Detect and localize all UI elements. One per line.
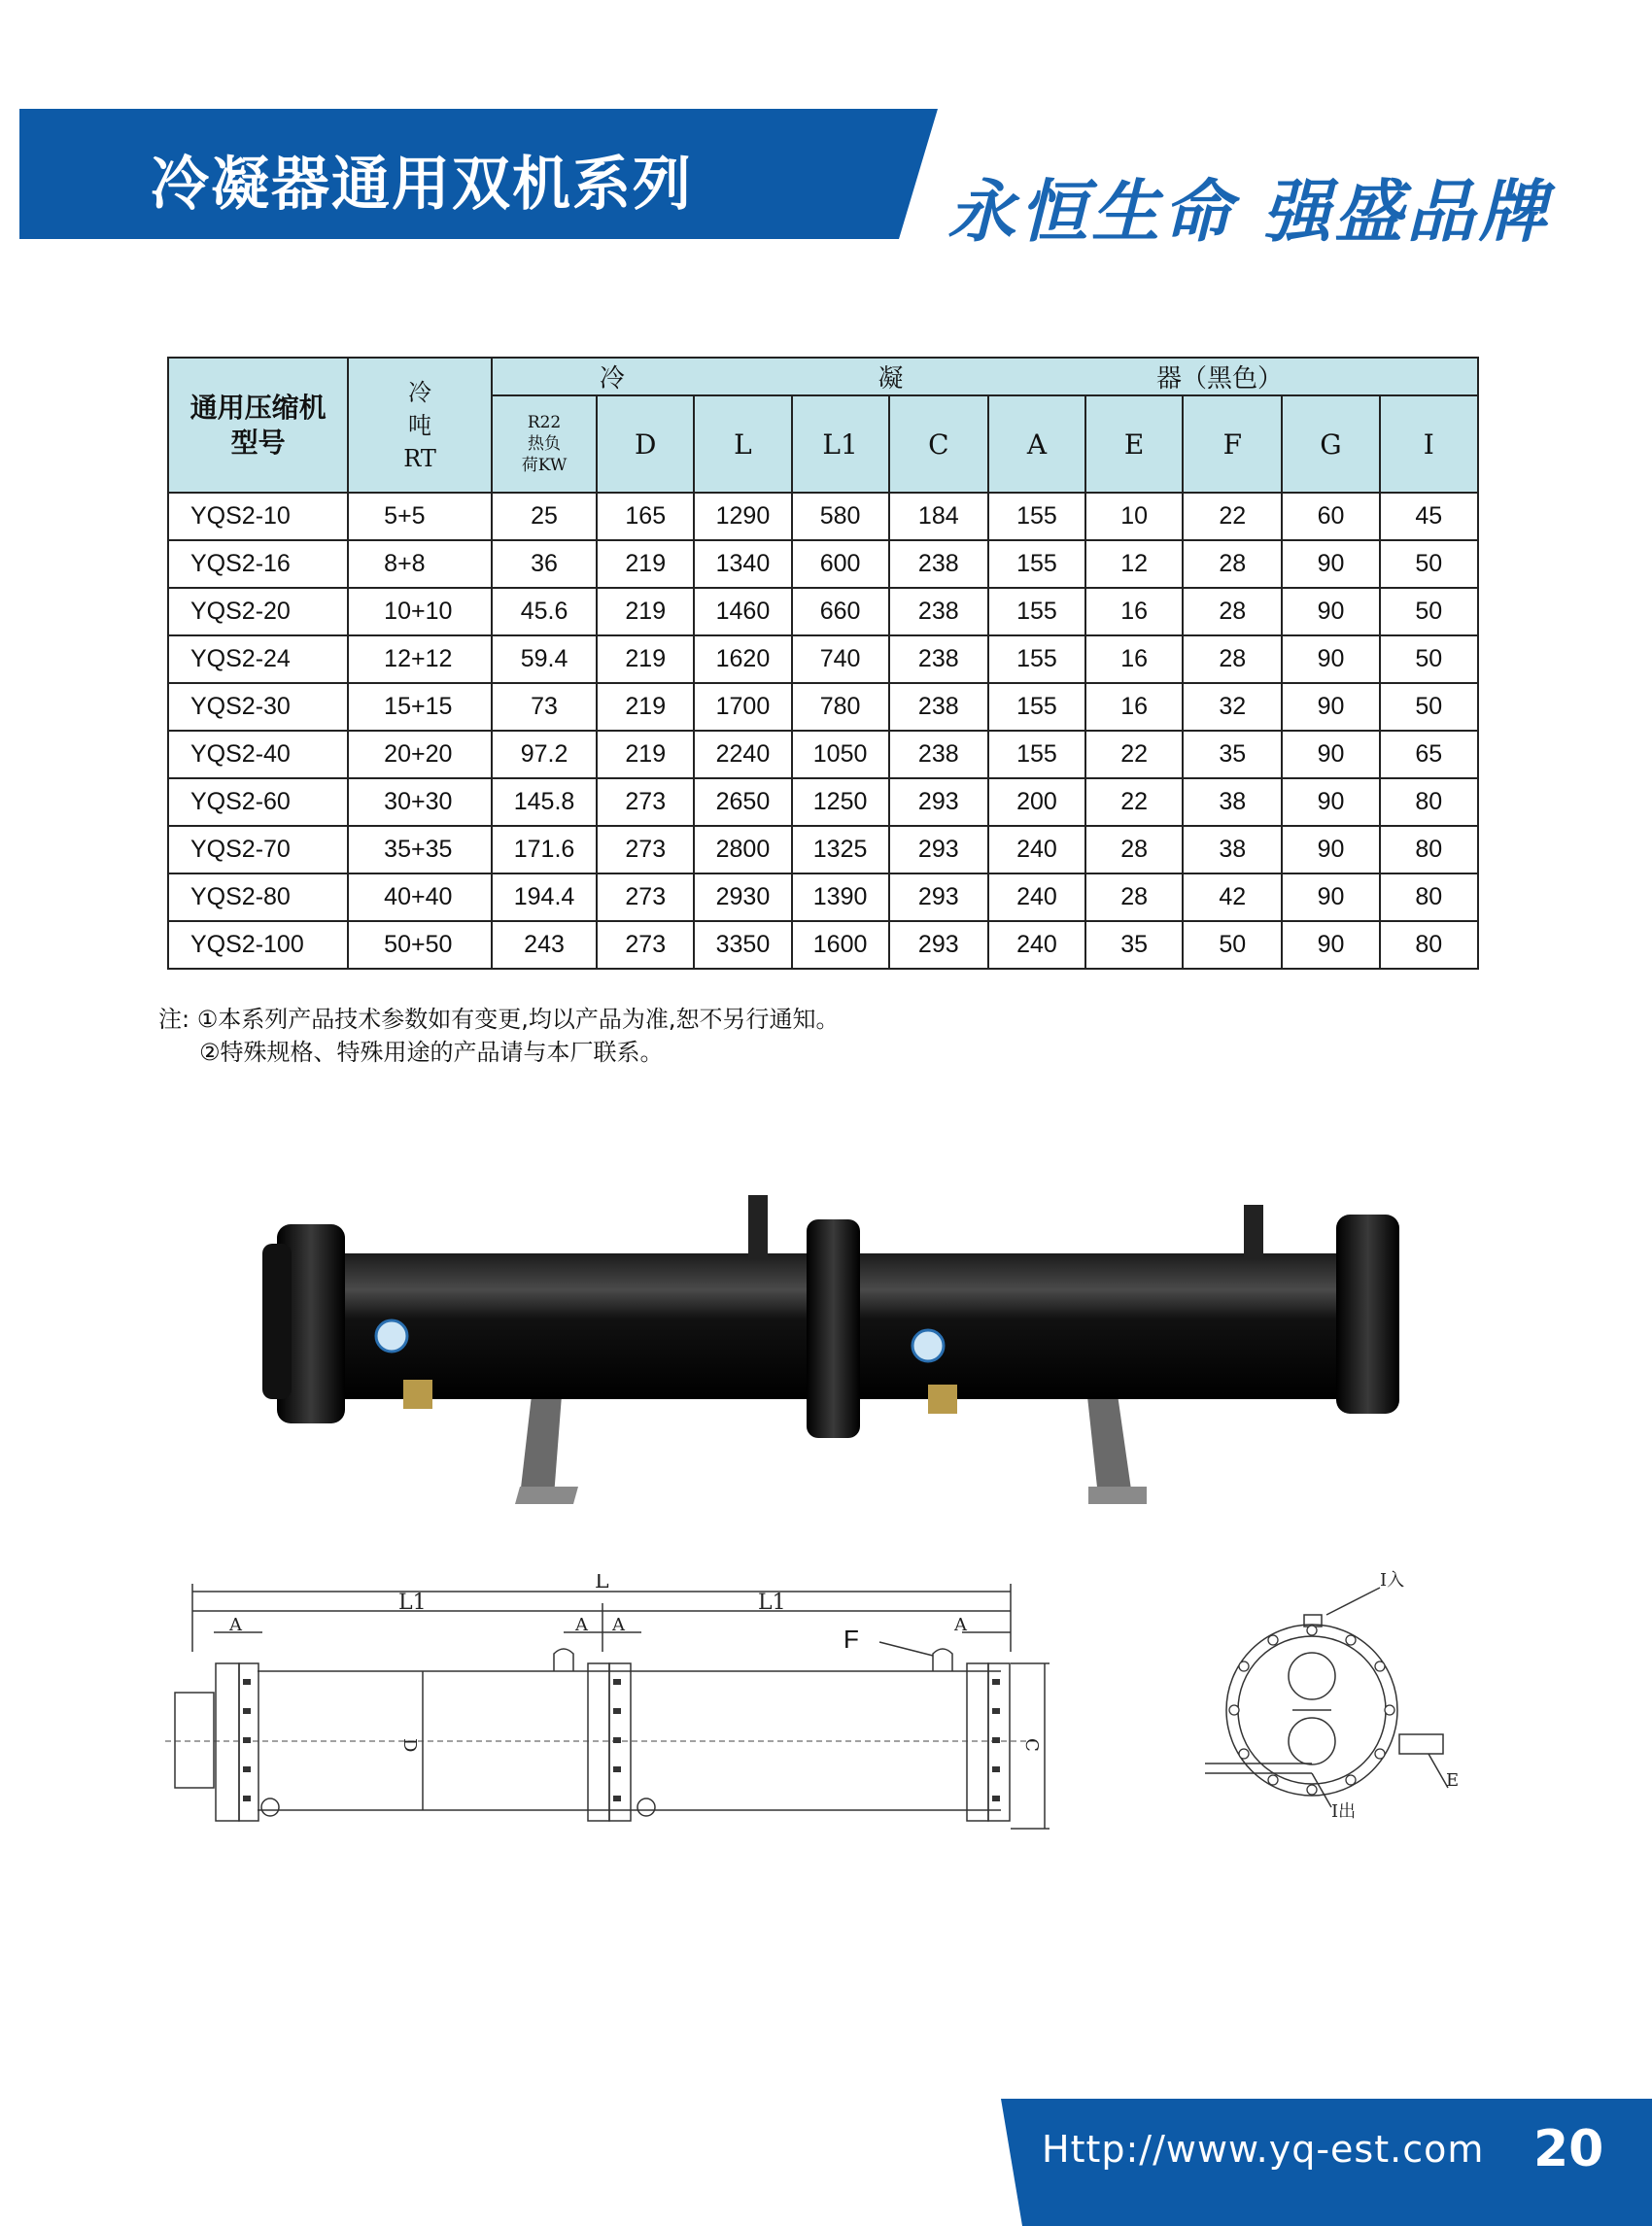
value-cell: 145.8: [492, 778, 597, 826]
rt-cell: 35+35: [348, 826, 492, 873]
value-cell: 90: [1282, 921, 1379, 969]
table-row: [168, 921, 1478, 969]
value-cell: 25: [492, 493, 597, 540]
r22-load-header: R22 热负 荷KW: [492, 395, 597, 493]
value-cell: 16: [1085, 588, 1183, 635]
value-cell: 219: [597, 540, 694, 588]
website-url: Http://www.yq-est.com: [1042, 2128, 1485, 2171]
label-a-right: A: [954, 1615, 967, 1635]
value-cell: 45: [1380, 493, 1478, 540]
value-cell: 59.4: [492, 635, 597, 683]
label-i-in: I入: [1380, 1570, 1405, 1591]
value-cell: 1050: [792, 731, 889, 778]
value-cell: 1340: [694, 540, 791, 588]
value-cell: 155: [988, 731, 1085, 778]
value-cell: 273: [597, 873, 694, 921]
dim-header-g: G: [1282, 395, 1379, 493]
value-cell: 80: [1380, 921, 1478, 969]
table-row: [168, 635, 1478, 683]
value-cell: 90: [1282, 778, 1379, 826]
rt-cell: 5+5: [348, 493, 492, 540]
value-cell: 80: [1380, 778, 1478, 826]
dim-header-a: A: [988, 395, 1085, 493]
model-cell: YQS2-70: [168, 826, 348, 873]
end-view-drawing: [1186, 1564, 1477, 1840]
value-cell: 580: [792, 493, 889, 540]
model-cell: YQS2-60: [168, 778, 348, 826]
value-cell: 28: [1085, 826, 1183, 873]
value-cell: 90: [1282, 540, 1379, 588]
value-cell: 50: [1380, 540, 1478, 588]
value-cell: 293: [889, 873, 988, 921]
value-cell: 219: [597, 731, 694, 778]
value-cell: 3350: [694, 921, 791, 969]
note-1: 注: ①本系列产品技术参数如有变更,均以产品为准,恕不另行通知。: [158, 1006, 840, 1033]
table-row: [168, 731, 1478, 778]
value-cell: 780: [792, 683, 889, 731]
value-cell: 194.4: [492, 873, 597, 921]
value-cell: 22: [1183, 493, 1282, 540]
table-row: [168, 493, 1478, 540]
value-cell: 155: [988, 540, 1085, 588]
value-cell: 238: [889, 588, 988, 635]
table-row: [168, 826, 1478, 873]
value-cell: 28: [1085, 873, 1183, 921]
value-cell: 238: [889, 731, 988, 778]
value-cell: 73: [492, 683, 597, 731]
value-cell: 219: [597, 588, 694, 635]
value-cell: 50: [1183, 921, 1282, 969]
dim-header-i: I: [1380, 395, 1478, 493]
label-l: L: [595, 1574, 609, 1593]
table-row: [168, 778, 1478, 826]
value-cell: 293: [889, 921, 988, 969]
value-cell: 10: [1085, 493, 1183, 540]
model-cell: YQS2-100: [168, 921, 348, 969]
value-cell: 90: [1282, 873, 1379, 921]
value-cell: 16: [1085, 683, 1183, 731]
value-cell: 740: [792, 635, 889, 683]
model-cell: YQS2-40: [168, 731, 348, 778]
value-cell: 90: [1282, 731, 1379, 778]
value-cell: 1700: [694, 683, 791, 731]
value-cell: 28: [1183, 540, 1282, 588]
rt-column-header: 冷 吨 RT: [348, 358, 492, 493]
value-cell: 35: [1085, 921, 1183, 969]
note-2: ②特殊规格、特殊用途的产品请与本厂联系。: [199, 1039, 664, 1066]
spec-table: [167, 357, 1479, 970]
value-cell: 42: [1183, 873, 1282, 921]
dim-header-l: L: [694, 395, 791, 493]
label-e: E: [1446, 1770, 1460, 1791]
value-cell: 65: [1380, 731, 1478, 778]
value-cell: 240: [988, 921, 1085, 969]
label-d: D: [399, 1738, 420, 1753]
value-cell: 2800: [694, 826, 791, 873]
value-cell: 273: [597, 826, 694, 873]
value-cell: 50: [1380, 635, 1478, 683]
model-cell: YQS2-24: [168, 635, 348, 683]
condenser-section-header: 冷 凝 器（黑色）: [492, 358, 1478, 395]
model-cell: YQS2-16: [168, 540, 348, 588]
value-cell: 219: [597, 635, 694, 683]
value-cell: 38: [1183, 826, 1282, 873]
value-cell: 273: [597, 778, 694, 826]
value-cell: 171.6: [492, 826, 597, 873]
value-cell: 165: [597, 493, 694, 540]
label-a-mid-right: A: [612, 1615, 625, 1635]
value-cell: 243: [492, 921, 597, 969]
dim-header-l1: L1: [792, 395, 889, 493]
value-cell: 293: [889, 826, 988, 873]
header-banner: [19, 109, 938, 239]
value-cell: 155: [988, 683, 1085, 731]
rt-cell: 40+40: [348, 873, 492, 921]
value-cell: 12: [1085, 540, 1183, 588]
page-number: 20: [1533, 2120, 1604, 2178]
value-cell: 22: [1085, 778, 1183, 826]
rt-cell: 8+8: [348, 540, 492, 588]
value-cell: 1250: [792, 778, 889, 826]
value-cell: 238: [889, 683, 988, 731]
value-cell: 80: [1380, 826, 1478, 873]
value-cell: 90: [1282, 635, 1379, 683]
value-cell: 238: [889, 635, 988, 683]
value-cell: 50: [1380, 683, 1478, 731]
label-a-left: A: [229, 1615, 242, 1635]
value-cell: 273: [597, 921, 694, 969]
table-row: [168, 540, 1478, 588]
product-photo: [258, 1195, 1404, 1529]
value-cell: 2930: [694, 873, 791, 921]
value-cell: 240: [988, 873, 1085, 921]
rt-cell: 15+15: [348, 683, 492, 731]
dim-header-c: C: [889, 395, 988, 493]
value-cell: 219: [597, 683, 694, 731]
dim-header-e: E: [1085, 395, 1183, 493]
notes: [158, 1003, 840, 1069]
model-column-header: 通用压缩机 型号: [168, 358, 348, 493]
value-cell: 155: [988, 635, 1085, 683]
value-cell: 97.2: [492, 731, 597, 778]
value-cell: 90: [1282, 683, 1379, 731]
value-cell: 1290: [694, 493, 791, 540]
value-cell: 184: [889, 493, 988, 540]
label-l1-left: L1: [398, 1591, 427, 1615]
brand-slogan: 永恒生命 强盛品牌: [947, 171, 1551, 252]
value-cell: 238: [889, 540, 988, 588]
table-body: [168, 493, 1478, 969]
page-title: 冷凝器通用双机系列: [151, 151, 693, 219]
label-i-out: I出: [1331, 1801, 1357, 1822]
model-cell: YQS2-20: [168, 588, 348, 635]
value-cell: 1620: [694, 635, 791, 683]
value-cell: 35: [1183, 731, 1282, 778]
value-cell: 90: [1282, 588, 1379, 635]
value-cell: 36: [492, 540, 597, 588]
value-cell: 660: [792, 588, 889, 635]
side-elevation-drawing: [155, 1574, 1069, 1869]
value-cell: 32: [1183, 683, 1282, 731]
label-f: F: [843, 1625, 859, 1654]
rt-cell: 50+50: [348, 921, 492, 969]
label-a-mid-left: A: [575, 1615, 588, 1635]
label-c: C: [1021, 1738, 1042, 1752]
value-cell: 200: [988, 778, 1085, 826]
table-row: [168, 683, 1478, 731]
value-cell: 2650: [694, 778, 791, 826]
value-cell: 293: [889, 778, 988, 826]
model-cell: YQS2-80: [168, 873, 348, 921]
value-cell: 45.6: [492, 588, 597, 635]
table-row: [168, 588, 1478, 635]
value-cell: 38: [1183, 778, 1282, 826]
rt-cell: 12+12: [348, 635, 492, 683]
value-cell: 16: [1085, 635, 1183, 683]
value-cell: 28: [1183, 588, 1282, 635]
dim-header-f: F: [1183, 395, 1282, 493]
value-cell: 80: [1380, 873, 1478, 921]
value-cell: 90: [1282, 826, 1379, 873]
value-cell: 60: [1282, 493, 1379, 540]
value-cell: 1460: [694, 588, 791, 635]
label-l1-right: L1: [758, 1591, 786, 1615]
value-cell: 22: [1085, 731, 1183, 778]
rt-cell: 30+30: [348, 778, 492, 826]
footer-banner: [1001, 2099, 1652, 2226]
value-cell: 1390: [792, 873, 889, 921]
model-cell: YQS2-30: [168, 683, 348, 731]
rt-cell: 10+10: [348, 588, 492, 635]
value-cell: 240: [988, 826, 1085, 873]
value-cell: 28: [1183, 635, 1282, 683]
value-cell: 50: [1380, 588, 1478, 635]
dim-header-d: D: [597, 395, 694, 493]
model-cell: YQS2-10: [168, 493, 348, 540]
value-cell: 600: [792, 540, 889, 588]
value-cell: 155: [988, 588, 1085, 635]
value-cell: 1325: [792, 826, 889, 873]
value-cell: 2240: [694, 731, 791, 778]
rt-cell: 20+20: [348, 731, 492, 778]
table-row: [168, 873, 1478, 921]
value-cell: 1600: [792, 921, 889, 969]
value-cell: 155: [988, 493, 1085, 540]
